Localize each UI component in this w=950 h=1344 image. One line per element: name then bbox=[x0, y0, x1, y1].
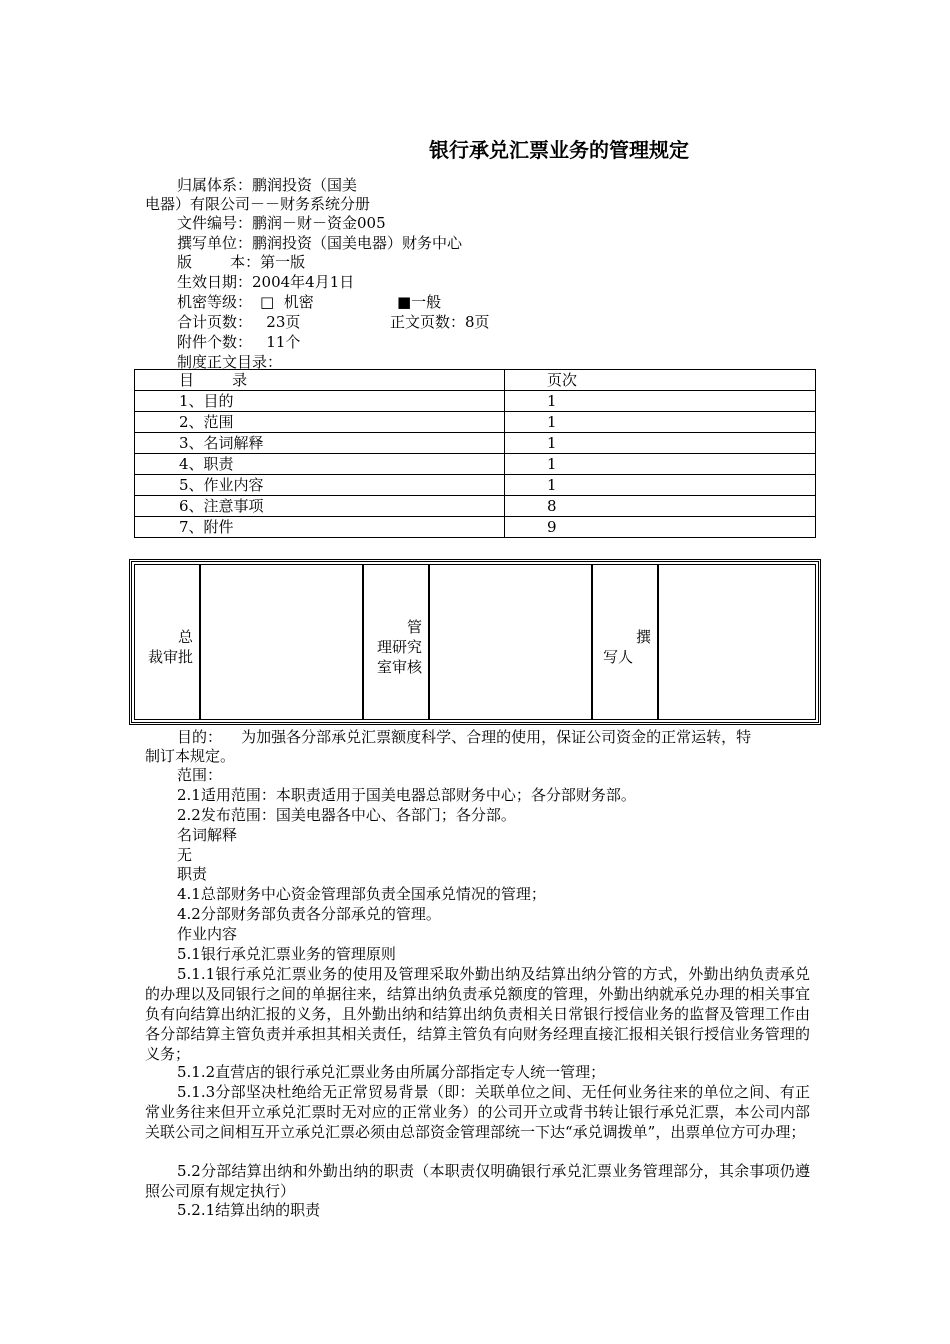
table-row bbox=[135, 454, 816, 475]
duty-item-1: 4.1总部财务中心资金管理部负责全国承兑情况的管理； bbox=[177, 885, 546, 903]
meta-attachments: 附件个数： 11个 bbox=[177, 333, 301, 351]
toc-page: 1 bbox=[505, 391, 816, 412]
paragraph-5-1-1 bbox=[145, 964, 810, 1064]
toc-item: 5、作业内容 bbox=[135, 475, 505, 496]
terms-none: 无 bbox=[177, 846, 193, 864]
approval-review-line2: 理研究 bbox=[376, 638, 422, 656]
toc-header-title: 目 录 bbox=[135, 370, 505, 391]
toc-item: 2、范围 bbox=[135, 412, 505, 433]
toc-item: 6、注意事项 bbox=[135, 496, 505, 517]
paragraph-5-1-3-text: 5.1.3分部坚决杜绝给无正常贸易背景（即：关联单位之间、无任何业务往来的单位之间、有正常业务往来但开立承兑汇票时无对应的正常业务）的公司开立或背书转让银行承兑汇票，本公司内部关联公司之间相互开立承兑汇票必须由总部资金管理部统一下达“承兑调拨单”，出票单位方可办理； bbox=[145, 1083, 810, 1141]
toc-page: 1 bbox=[505, 454, 816, 475]
meta-system-line1: 归属体系：鹏润投资（国美 bbox=[177, 176, 358, 194]
approval-table bbox=[129, 559, 821, 725]
section-terms-heading: 名词解释 bbox=[177, 826, 238, 844]
meta-unit: 撰写单位：鹏润投资（国美电器）财务中心 bbox=[177, 234, 463, 252]
table-row bbox=[135, 475, 816, 496]
meta-effective-date: 生效日期：2004年4月1日 bbox=[177, 273, 355, 291]
approval-review-line3: 室审核 bbox=[376, 658, 422, 676]
approval-review-label-cell bbox=[363, 564, 429, 720]
scope-item-2: 2.2发布范围：国美电器各中心、各部门；各分部。 bbox=[177, 806, 516, 824]
meta-total-pages: 合计页数： 23页 bbox=[177, 313, 301, 331]
approval-president-line1: 总 bbox=[177, 628, 193, 646]
meta-secrecy-option-confidential: □ 机密 bbox=[260, 293, 314, 311]
toc-header-page: 页次 bbox=[505, 370, 816, 391]
toc-page: 1 bbox=[505, 412, 816, 433]
table-row bbox=[135, 517, 816, 538]
meta-secrecy-label: 机密等级： bbox=[177, 293, 253, 311]
scope-item-1: 2.1适用范围：本职责适用于国美电器总部财务中心；各分部财务部。 bbox=[177, 786, 636, 804]
table-row bbox=[135, 412, 816, 433]
approval-president-sign-cell[interactable] bbox=[200, 564, 363, 720]
approval-president-line2: 裁审批 bbox=[147, 648, 193, 666]
paragraph-5-2-1: 5.2.1结算出纳的职责 bbox=[177, 1201, 321, 1219]
toc-item: 4、职责 bbox=[135, 454, 505, 475]
approval-president-label-cell bbox=[134, 564, 200, 720]
toc-item: 1、目的 bbox=[135, 391, 505, 412]
approval-writer-line2: 写人 bbox=[602, 648, 633, 666]
approval-writer-label-cell bbox=[592, 564, 658, 720]
toc-page: 1 bbox=[505, 475, 816, 496]
section-work-heading: 作业内容 bbox=[177, 925, 238, 943]
toc-page: 9 bbox=[505, 517, 816, 538]
approval-writer-sign-cell[interactable] bbox=[658, 564, 816, 720]
toc-header-row bbox=[135, 370, 816, 391]
approval-writer-line1: 撰 bbox=[635, 628, 651, 646]
purpose-line2: 制订本规定。 bbox=[145, 747, 236, 765]
paragraph-5-2 bbox=[145, 1161, 810, 1201]
approval-review-sign-cell[interactable] bbox=[429, 564, 592, 720]
paragraph-5-1-1-text: 5.1.1银行承兑汇票业务的使用及管理采取外勤出纳及结算出纳分管的方式，外勤出纳负责承兑的办理以及同银行之间的单据往来，结算出纳负责承兑额度的管理，外勤出纳就承兑办理的相关事宜负有向结算出纳汇报的义务，且外勤出纳和结算出纳负责相关日常银行授信业务的监督及管理工作由各分部结算主管负责并承担其相关责任，结算主管负有向财务经理直接汇报相关银行授信业务管理的义务； bbox=[145, 965, 810, 1063]
section-scope-heading: 范围： bbox=[177, 766, 223, 784]
toc-table bbox=[134, 369, 816, 538]
toc-page: 8 bbox=[505, 496, 816, 517]
meta-version-value: 第一版 bbox=[260, 253, 306, 271]
meta-secrecy-option-general: ■一般 bbox=[397, 293, 442, 311]
meta-body-pages: 正文页数：8页 bbox=[390, 313, 490, 331]
duty-item-2: 4.2分部财务部负责各分部承兑的管理。 bbox=[177, 905, 441, 923]
meta-version bbox=[177, 252, 305, 272]
approval-review-line1: 管 bbox=[406, 618, 422, 636]
purpose-line1: 目的： 为加强各分部承兑汇票额度科学、合理的使用，保证公司资金的正常运转，特 bbox=[177, 728, 752, 746]
meta-version-label: 版 本： bbox=[177, 253, 261, 271]
toc-item: 7、附件 bbox=[135, 517, 505, 538]
paragraph-5-1-3 bbox=[145, 1082, 810, 1142]
toc-item: 3、名词解释 bbox=[135, 433, 505, 454]
paragraph-5-2-text: 5.2分部结算出纳和外勤出纳的职责（本职责仅明确银行承兑汇票业务管理部分，其余事项仍遵照公司原有规定执行） bbox=[145, 1162, 810, 1200]
work-5-1-heading: 5.1银行承兑汇票业务的管理原则 bbox=[177, 945, 396, 963]
table-row bbox=[135, 433, 816, 454]
meta-toc-title: 制度正文目录： bbox=[177, 353, 283, 371]
table-row bbox=[135, 391, 816, 412]
meta-system-line2: 电器）有限公司－－财务系统分册 bbox=[145, 195, 371, 213]
meta-doc-no: 文件编号：鹏润－财－资金005 bbox=[177, 214, 386, 232]
document-title: 银行承兑汇票业务的管理规定 bbox=[429, 138, 689, 162]
paragraph-5-1-2: 5.1.2直营店的银行承兑汇票业务由所属分部指定专人统一管理； bbox=[177, 1063, 606, 1081]
section-duty-heading: 职责 bbox=[177, 865, 208, 883]
table-row bbox=[135, 496, 816, 517]
toc-page: 1 bbox=[505, 433, 816, 454]
